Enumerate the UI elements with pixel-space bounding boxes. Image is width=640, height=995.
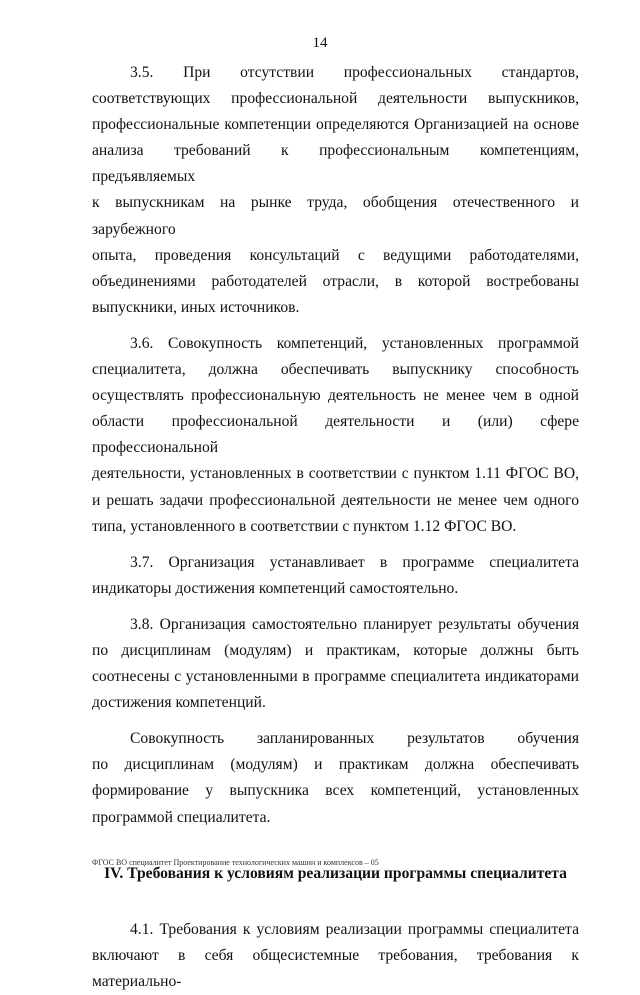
paragraph-3-8 [92, 612, 579, 716]
page-footer: ФГОС ВО специалитет Проектирование технологических машин и комплексов – 05 [92, 858, 379, 867]
text-line: по дисциплинам (модулям) и практикам, которые должны быть [92, 641, 579, 659]
text-line: осуществлять профессиональную деятельность не менее чем в одной [92, 387, 579, 405]
text-line: профессиональные компетенции определяются Организацией на основе [92, 116, 579, 134]
text-line: выпускники, иных источников. [92, 298, 300, 316]
paragraph-3-6 [92, 331, 579, 540]
text-line: объединениями работодателей отрасли, в которой востребованы [92, 272, 579, 290]
paragraph-gap [92, 540, 579, 550]
page-number: 14 [312, 35, 328, 51]
text-line: достижения компетенций. [92, 694, 266, 712]
text-line: включают в себя общесистемные требования, требования к материально- [92, 946, 579, 990]
paragraph-3-5 [92, 60, 579, 321]
text-line: 4.1. Требования к условиям реализации программы специалитета [130, 920, 579, 938]
text-line: 3.8. Организация самостоятельно планирует результаты обучения [130, 615, 579, 633]
text-line: 3.6. Совокупность компетенций, установленных программой [130, 334, 579, 352]
text-line: 3.7. Организация устанавливает в программе специалитета [130, 553, 579, 571]
paragraph-gap [92, 716, 579, 726]
text-line: специалитета, должна обеспечивать выпускнику способность [92, 361, 579, 379]
paragraph-gap [92, 321, 579, 331]
text-line: соотнесены с установленными в программе специалитета индикаторами [92, 668, 579, 686]
text-line: анализа требований к профессиональным компетенциям, предъявляемых [92, 142, 579, 186]
text-line: программой специалитета. [92, 808, 271, 826]
text-line: типа, установленного в соответствии с пунктом 1.12 ФГОС ВО. [92, 517, 517, 535]
paragraph-3-8-continued [92, 726, 579, 830]
text-line: к выпускникам на рынке труда, обобщения отечественного и зарубежного [92, 194, 579, 238]
text-line: формирование у выпускника всех компетенций, установленных [92, 782, 579, 800]
text-line: и решать задачи профессиональной деятельности не менее чем одного [92, 491, 579, 509]
text-line: соответствующих профессиональной деятельности выпускников, [92, 90, 579, 108]
text-line: опыта, проведения консультаций с ведущими работодателями, [92, 246, 579, 264]
paragraph-4-1 [92, 917, 579, 995]
document-body [92, 60, 579, 995]
section-heading-iv: IV. Требования к условиям реализации программы специалитета [104, 864, 567, 882]
text-line: индикаторы достижения компетенций самостоятельно. [92, 579, 459, 597]
paragraph-gap [92, 602, 579, 612]
text-line: 3.5. При отсутствии профессиональных стандартов, [130, 64, 579, 81]
section-gap [92, 887, 579, 917]
section-gap [92, 831, 579, 861]
paragraph-3-7 [92, 550, 579, 602]
text-line: Совокупность запланированных результатов обучения [130, 730, 579, 748]
text-line: по дисциплинам (модулям) и практикам должна обеспечивать [92, 756, 579, 774]
text-line: деятельности, установленных в соответствии с пунктом 1.11 ФГОС ВО, [92, 465, 579, 483]
text-line: области профессиональной деятельности и (или) сфере профессиональной [92, 413, 579, 457]
